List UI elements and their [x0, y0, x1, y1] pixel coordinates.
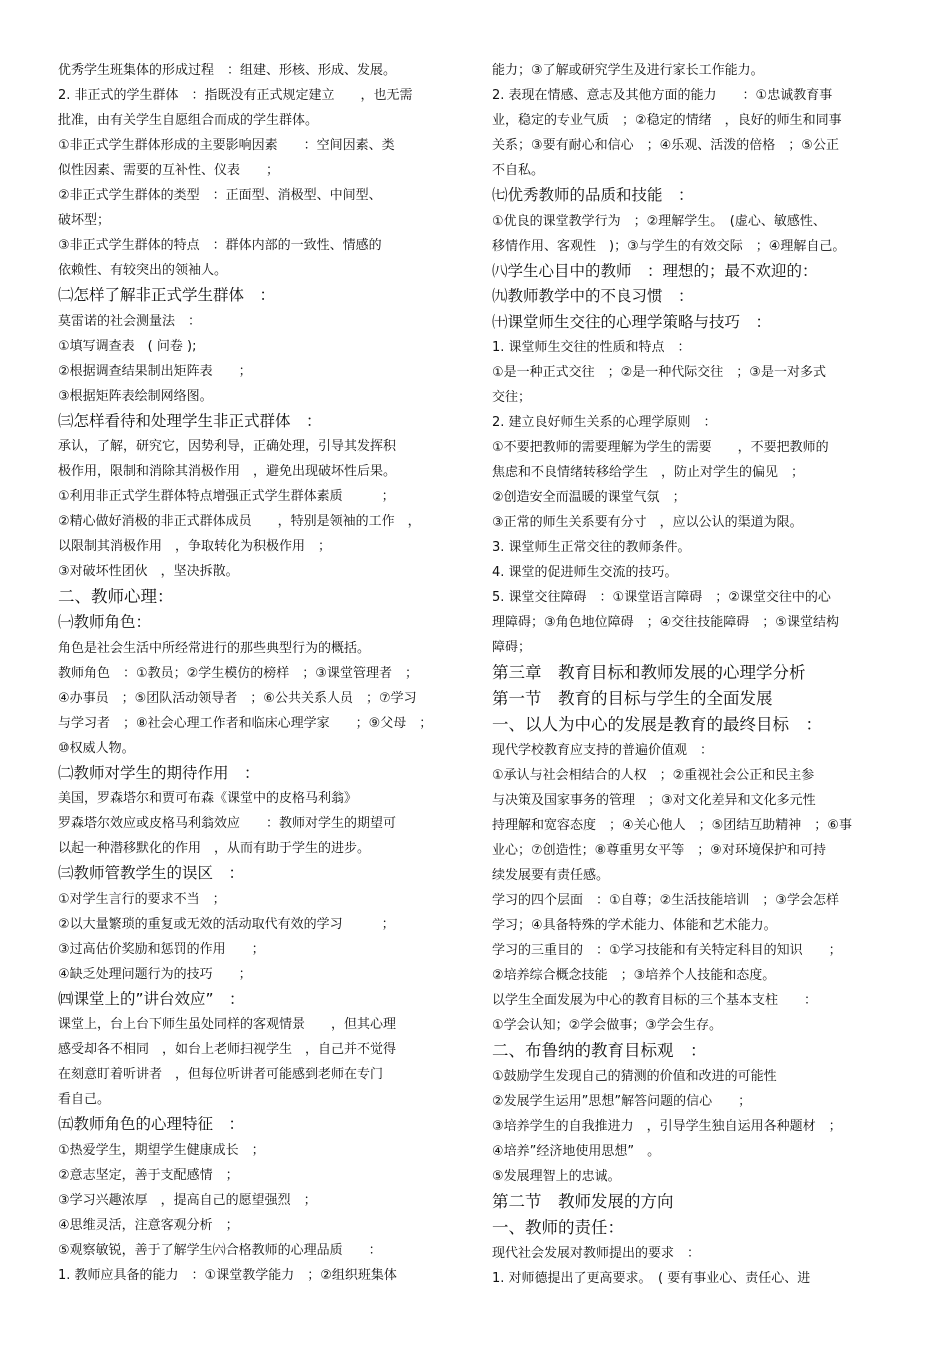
- left-heading-line: ㈢教师管教学生的误区 ：: [58, 864, 245, 882]
- left-text-line: ①填写调查表 ( 问卷 );: [58, 338, 197, 354]
- left-text-line: ⑩权威人物。: [58, 740, 135, 756]
- left-text-line: 2. 非正式的学生群体 ：指既没有正式规定建立 ，也无需: [58, 88, 413, 103]
- right-text-line: 理障碍；③角色地位障碍 ；④交往技能障碍 ；⑤课堂结构: [492, 615, 839, 630]
- left-text-line: 破坏型；: [58, 213, 111, 228]
- left-text-line: 教师角色 ：①教员；②学生模仿的榜样 ；③课堂管理者 ；: [58, 665, 418, 681]
- right-text-line: 不自私。: [492, 163, 545, 178]
- left-text-line: ③根据矩阵表绘制网络图。: [58, 388, 213, 404]
- right-text-line: 学习的三重目的 ：①学习技能和有关特定科目的知识 ；: [492, 943, 842, 958]
- right-heading-line: 一、以人为中心的发展是教育的最终目标 ：: [492, 715, 822, 734]
- left-heading-line: ㈠教师角色：: [58, 613, 152, 631]
- left-text-line: ①对学生言行的要求不当 ；: [58, 891, 226, 907]
- right-text-line: 续发展要有责任感。: [492, 868, 610, 883]
- left-text-line: ②意志坚定，善于支配感情 ；: [58, 1167, 239, 1183]
- left-text-line: 感受却各不相同 ，如台上老师扫视学生 ，自己并不觉得: [58, 1042, 397, 1057]
- left-text-line: ①热爱学生，期望学生健康成长 ；: [58, 1142, 265, 1158]
- left-text-line: 与学习者 ；⑧社会心理工作者和临床心理学家 ；⑨父母 ；: [58, 715, 433, 731]
- right-text-line: 1. 课堂师生交往的性质和特点 ：: [492, 340, 691, 355]
- right-heading-line: ㈧学生心目中的教师 ：理想的；最不欢迎的：: [492, 261, 818, 280]
- left-text-line: 课堂上，台上台下师生虽处同样的客观情景 ，但其心理: [58, 1017, 397, 1032]
- left-text-line: 角色是社会生活中所经常进行的那些典型行为的概括。: [58, 640, 371, 656]
- left-text-line: ④缺乏处理问题行为的技巧 ；: [58, 966, 252, 982]
- right-text-line: ②培养综合概念技能 ；③培养个人技能和态度。: [492, 968, 776, 983]
- right-text-line: ①是一种正式交往 ；②是一种代际交往 ；③是一对多式: [492, 365, 826, 380]
- left-text-line: ②非正式学生群体的类型 ：正面型、消极型、中间型、: [58, 188, 382, 203]
- right-heading-line: ㈨教师教学中的不良习惯 ：: [492, 287, 694, 305]
- right-text-line: 5. 课堂交往障碍 ：①课堂语言障碍 ；②课堂交往中的心: [492, 590, 831, 605]
- right-text-line: ①鼓励学生发现自己的猜测的价值和改进的可能性: [492, 1069, 777, 1084]
- right-heading-line: 二、布鲁纳的教育目标观 ：: [492, 1041, 707, 1060]
- right-heading-line: 一、教师的责任：: [492, 1218, 624, 1237]
- left-text-line: 莫雷诺的社会测量法 ：: [58, 313, 202, 329]
- left-column: [58, 58, 468, 1288]
- right-text-line: 现代学校教育应支持的普遍价值观 ：: [492, 743, 714, 758]
- left-text-line: ④思维灵活，注意客观分析 ；: [58, 1217, 239, 1233]
- right-text-line: 学习；④具备特殊的学术能力、体能和艺术能力。: [492, 918, 777, 933]
- left-text-line: ③对破坏性团伙 ，坚决拆散。: [58, 564, 239, 579]
- left-text-line: 批准，由有关学生自愿组合而成的学生群体。: [58, 113, 319, 128]
- right-heading-line: ㈩课堂师生交往的心理学策略与技巧 ：: [492, 312, 772, 331]
- right-text-line: 1. 对师德提出了更高要求。 ( 要有事业心、责任心、进: [492, 1271, 811, 1286]
- left-text-line: 似性因素、需要的互补性、仪表 ；: [58, 163, 280, 178]
- right-column: [492, 58, 912, 1291]
- left-text-line: ①利用非正式学生群体特点增强正式学生群体素质 ；: [58, 489, 395, 504]
- right-heading-line: 第二节 教师发展的方向: [492, 1192, 674, 1211]
- left-text-line: 以起一种潜移默化的作用 ，从而有助于学生的进步。: [58, 841, 371, 856]
- left-text-line: ②根据调查结果制出矩阵表 ；: [58, 363, 252, 379]
- right-text-line: 与决策及国家事务的管理 ；③对文化差异和文化多元性: [492, 793, 816, 808]
- left-heading-line: ㈢怎样看待和处理学生非正式群体 ：: [58, 411, 322, 430]
- right-text-line: 现代社会发展对教师提出的要求 ：: [492, 1246, 701, 1261]
- right-text-line: 能力；③了解或研究学生及进行家长工作能力。: [492, 63, 764, 78]
- right-text-line: ①承认与社会相结合的人权 ；②重视社会公正和民主参: [492, 768, 815, 783]
- right-text-line: 学习的四个层面 ：①自尊；②生活技能培训 ；③学会怎样: [492, 893, 839, 908]
- left-text-line: 看自己。: [58, 1092, 111, 1107]
- right-text-line: 关系；③要有耐心和信心 ；④乐观、活泼的倍格 ；⑤公正: [492, 138, 839, 153]
- left-heading-line: 二、教师心理：: [58, 587, 174, 606]
- right-heading-line: 第三章 教育目标和教师发展的心理学分析: [492, 663, 806, 682]
- right-text-line: ①学会认知；②学会做事；③学会生存。: [492, 1018, 722, 1033]
- right-text-line: ⑤发展理智上的忠诚。: [492, 1169, 621, 1184]
- right-text-line: 持理解和宽容态度 ；④关心他人 ；⑤团结互助精神 ；⑥事: [492, 818, 852, 833]
- left-text-line: 优秀学生班集体的形成过程 ：组建、形核、形成、发展。: [58, 63, 397, 78]
- left-text-line: 依赖性、有较突出的领袖人。: [58, 263, 228, 278]
- right-heading-line: ㈦优秀教师的品质和技能 ：: [492, 186, 694, 204]
- left-heading-line: ㈡怎样了解非正式学生群体 ：: [58, 286, 276, 304]
- left-text-line: 在刻意盯着听讲者 ，但每位听讲者可能感到老师在专门: [58, 1067, 384, 1082]
- left-text-line: 罗森塔尔效应或皮格马利翁效应 ：教师对学生的期望可: [58, 816, 397, 831]
- right-text-line: 障碍；: [492, 640, 532, 655]
- right-text-line: 2. 表现在情感、意志及其他方面的能力 ：①忠诚教育事: [492, 88, 833, 103]
- right-text-line: ④培养”经济地使用思想” 。: [492, 1144, 661, 1159]
- left-text-line: 以限制其消极作用 ，争取转化为积极作用 ；: [58, 539, 332, 554]
- right-text-line: 业，稳定的专业气质 ；②稳定的情绪 ，良好的师生和同事: [492, 113, 842, 128]
- left-text-line: ②精心做好消极的非正式群体成员 ，特别是领袖的工作 ，: [58, 514, 421, 529]
- right-text-line: ③正常的师生关系要有分寸 ，应以公认的渠道为限。: [492, 515, 803, 530]
- left-text-line: 承认，了解，研究它，因势利导，正确处理，引导其发挥积: [58, 439, 397, 454]
- left-text-line: ③过高估价奖励和惩罚的作用 ；: [58, 941, 265, 957]
- right-heading-line: 第一节 教育的目标与学生的全面发展: [492, 689, 773, 708]
- left-text-line: 美国，罗森塔尔和贾可布森《课堂中的皮格马利翁》: [58, 791, 358, 806]
- right-text-line: ①优良的课堂教学行为 ；②理解学生。 (虚心、敏感性、: [492, 213, 826, 229]
- right-text-line: ②创造安全而温暖的课堂气氛 ；: [492, 490, 686, 505]
- right-text-line: ②发展学生运用”思想”解答问题的信心 ；: [492, 1094, 752, 1109]
- left-text-line: 1. 教师应具备的能力 ：①课堂教学能力 ；②组织班集体: [58, 1267, 397, 1283]
- right-text-line: ③培养学生的自我推进力 ，引导学生独自运用各种题材 ；: [492, 1119, 842, 1134]
- left-heading-line: ㈡教师对学生的期待作用 ：: [58, 763, 260, 782]
- right-text-line: ①不要把教师的需要理解为学生的需要 ，不要把教师的: [492, 440, 829, 455]
- right-text-line: 4. 课堂的促进师生交流的技巧。: [492, 565, 678, 580]
- right-text-line: 交往；: [492, 390, 532, 405]
- left-text-line: ③学习兴趣浓厚 ，提高自己的愿望强烈 ；: [58, 1192, 317, 1208]
- left-heading-line: ㈣课堂上的”讲台效应” ：: [58, 989, 245, 1008]
- right-text-line: 2. 建立良好师生关系的心理学原则 ：: [492, 415, 717, 430]
- right-text-line: 移情作用、客观性 )；③与学生的有效交际 ；④理解自己。: [492, 238, 846, 254]
- left-text-line: ①非正式学生群体形成的主要影响因素 ：空间因素、类: [58, 138, 395, 153]
- right-text-line: 3. 课堂师生正常交往的教师条件。: [492, 540, 691, 555]
- left-text-line: ⑤观察敏锐，善于了解学生㈥合格教师的心理品质 ：: [58, 1242, 382, 1258]
- left-text-line: 极作用，限制和消除其消极作用 ，避免出现破坏性后果。: [58, 464, 397, 479]
- right-text-line: 焦虑和不良情绪转移给学生 ，防止对学生的偏见 ；: [492, 465, 805, 480]
- right-text-line: 业心；⑦创造性；⑧尊重男女平等 ；⑨对环境保护和可持: [492, 843, 826, 858]
- left-text-line: ③非正式学生群体的特点 ：群体内部的一致性、情感的: [58, 238, 382, 253]
- left-text-line: ④办事员 ；⑤团队活动领导者 ；⑥公共关系人员 ；⑦学习: [58, 690, 417, 706]
- left-text-line: ②以大量繁琐的重复或无效的活动取代有效的学习 ；: [58, 916, 395, 932]
- left-heading-line: ㈤教师角色的心理特征 ：: [58, 1115, 245, 1133]
- right-text-line: 以学生全面发展为中心的教育目标的三个基本支柱 ：: [492, 993, 818, 1008]
